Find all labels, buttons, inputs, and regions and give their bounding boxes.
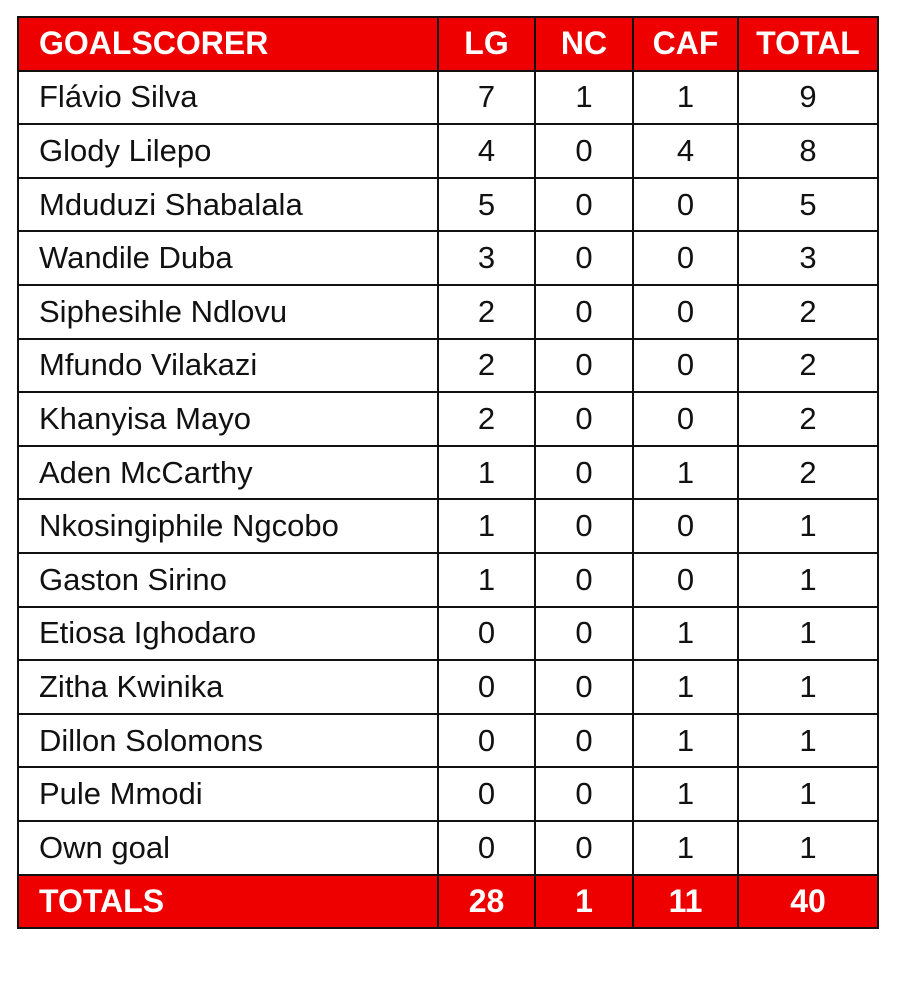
- caf-goals: 0: [633, 178, 738, 232]
- caf-goals: 1: [633, 821, 738, 875]
- player-name: Siphesihle Ndlovu: [18, 285, 438, 339]
- table-row: [18, 446, 878, 500]
- lg-goals: 1: [438, 499, 535, 553]
- total-goals: 1: [738, 607, 878, 661]
- lg-goals: 2: [438, 339, 535, 393]
- table-row: [18, 499, 878, 553]
- totals-nc: 1: [535, 875, 633, 929]
- table-row: [18, 821, 878, 875]
- nc-goals: 0: [535, 178, 633, 232]
- header-total: TOTAL: [738, 17, 878, 71]
- total-goals: 2: [738, 339, 878, 393]
- nc-goals: 0: [535, 821, 633, 875]
- table-row: [18, 339, 878, 393]
- lg-goals: 2: [438, 392, 535, 446]
- table-row: [18, 660, 878, 714]
- total-goals: 1: [738, 499, 878, 553]
- nc-goals: 0: [535, 607, 633, 661]
- player-name: Nkosingiphile Ngcobo: [18, 499, 438, 553]
- player-name: Mfundo Vilakazi: [18, 339, 438, 393]
- totals-caf: 11: [633, 875, 738, 929]
- caf-goals: 1: [633, 767, 738, 821]
- player-name: Dillon Solomons: [18, 714, 438, 768]
- table-row: [18, 553, 878, 607]
- nc-goals: 0: [535, 499, 633, 553]
- caf-goals: 0: [633, 285, 738, 339]
- total-goals: 1: [738, 821, 878, 875]
- player-name: Aden McCarthy: [18, 446, 438, 500]
- table-row: [18, 392, 878, 446]
- total-goals: 1: [738, 660, 878, 714]
- caf-goals: 1: [633, 71, 738, 125]
- nc-goals: 0: [535, 231, 633, 285]
- table-row: [18, 767, 878, 821]
- total-goals: 1: [738, 767, 878, 821]
- table-row: [18, 124, 878, 178]
- nc-goals: 0: [535, 446, 633, 500]
- table-row: [18, 714, 878, 768]
- table-row: [18, 71, 878, 125]
- caf-goals: 1: [633, 660, 738, 714]
- nc-goals: 0: [535, 124, 633, 178]
- header-row: [18, 17, 878, 71]
- caf-goals: 1: [633, 446, 738, 500]
- table-row: [18, 231, 878, 285]
- player-name: Etiosa Ighodaro: [18, 607, 438, 661]
- nc-goals: 0: [535, 285, 633, 339]
- player-name: Wandile Duba: [18, 231, 438, 285]
- total-goals: 2: [738, 285, 878, 339]
- lg-goals: 3: [438, 231, 535, 285]
- lg-goals: 0: [438, 821, 535, 875]
- caf-goals: 0: [633, 231, 738, 285]
- player-name: Khanyisa Mayo: [18, 392, 438, 446]
- lg-goals: 1: [438, 553, 535, 607]
- nc-goals: 0: [535, 553, 633, 607]
- player-name: Gaston Sirino: [18, 553, 438, 607]
- caf-goals: 1: [633, 714, 738, 768]
- caf-goals: 4: [633, 124, 738, 178]
- player-name: Flávio Silva: [18, 71, 438, 125]
- total-goals: 5: [738, 178, 878, 232]
- total-goals: 9: [738, 71, 878, 125]
- totals-total: 40: [738, 875, 878, 929]
- player-name: Glody Lilepo: [18, 124, 438, 178]
- lg-goals: 5: [438, 178, 535, 232]
- caf-goals: 0: [633, 392, 738, 446]
- header-nc: NC: [535, 17, 633, 71]
- nc-goals: 1: [535, 71, 633, 125]
- caf-goals: 0: [633, 553, 738, 607]
- player-name: Own goal: [18, 821, 438, 875]
- player-name: Zitha Kwinika: [18, 660, 438, 714]
- goalscorers-table: [17, 16, 879, 929]
- nc-goals: 0: [535, 660, 633, 714]
- total-goals: 2: [738, 446, 878, 500]
- caf-goals: 0: [633, 499, 738, 553]
- header-caf: CAF: [633, 17, 738, 71]
- total-goals: 3: [738, 231, 878, 285]
- nc-goals: 0: [535, 339, 633, 393]
- totals-row: [18, 875, 878, 929]
- lg-goals: 0: [438, 767, 535, 821]
- player-name: Mduduzi Shabalala: [18, 178, 438, 232]
- total-goals: 1: [738, 553, 878, 607]
- header-goalscorer: GOALSCORER: [18, 17, 438, 71]
- table-row: [18, 178, 878, 232]
- totals-lg: 28: [438, 875, 535, 929]
- totals-label: TOTALS: [18, 875, 438, 929]
- table-row: [18, 607, 878, 661]
- nc-goals: 0: [535, 714, 633, 768]
- lg-goals: 4: [438, 124, 535, 178]
- nc-goals: 0: [535, 392, 633, 446]
- caf-goals: 1: [633, 607, 738, 661]
- total-goals: 8: [738, 124, 878, 178]
- header-lg: LG: [438, 17, 535, 71]
- lg-goals: 0: [438, 714, 535, 768]
- caf-goals: 0: [633, 339, 738, 393]
- lg-goals: 2: [438, 285, 535, 339]
- total-goals: 2: [738, 392, 878, 446]
- table-row: [18, 285, 878, 339]
- nc-goals: 0: [535, 767, 633, 821]
- total-goals: 1: [738, 714, 878, 768]
- lg-goals: 1: [438, 446, 535, 500]
- lg-goals: 0: [438, 660, 535, 714]
- lg-goals: 7: [438, 71, 535, 125]
- lg-goals: 0: [438, 607, 535, 661]
- player-name: Pule Mmodi: [18, 767, 438, 821]
